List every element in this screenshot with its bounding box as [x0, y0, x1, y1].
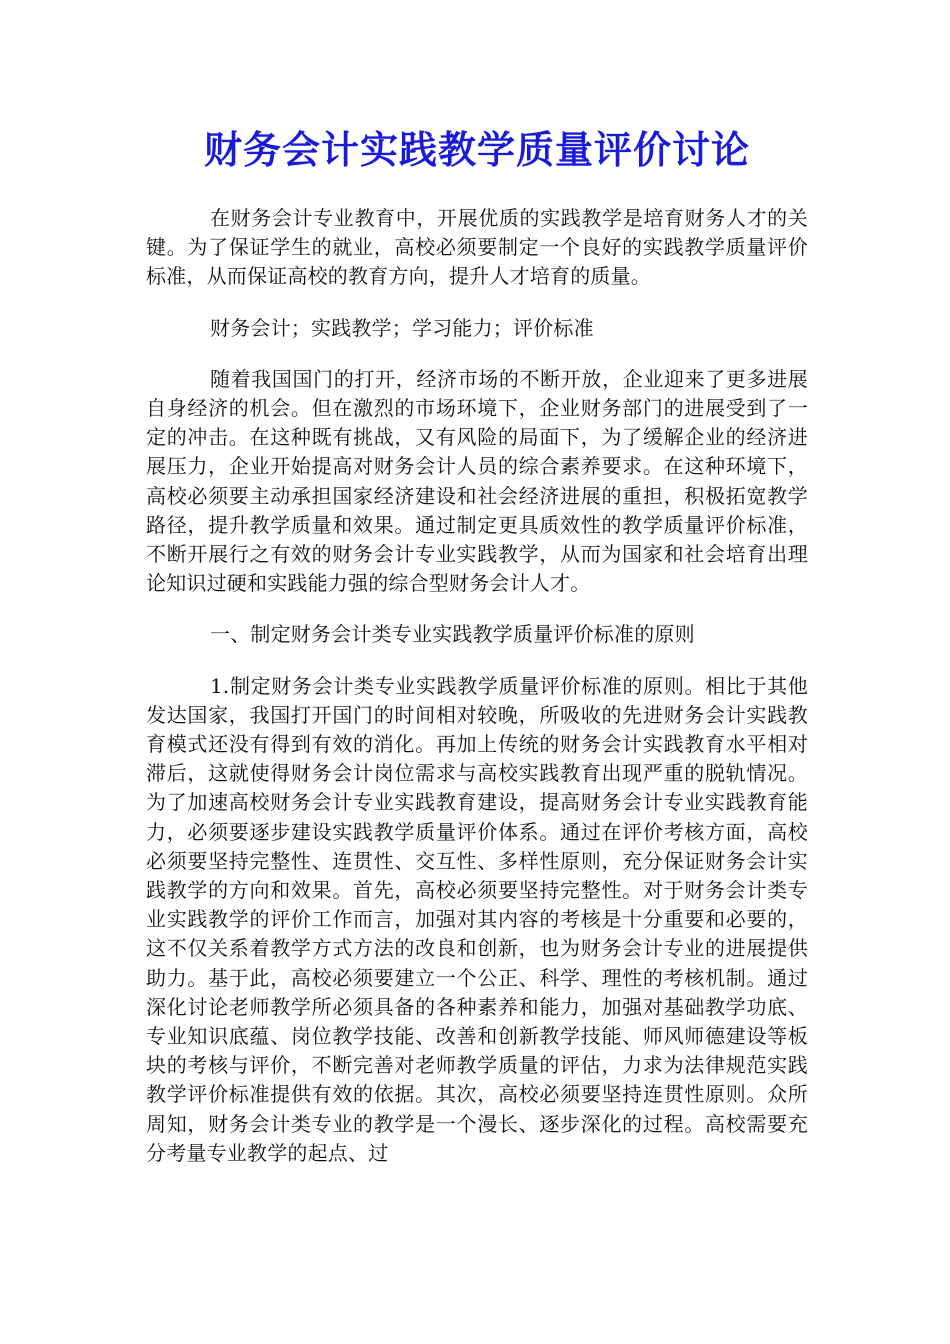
section-heading: 一、制定财务会计类专业实践教学质量评价标准的原则 [210, 622, 695, 647]
section-body-paragraph: 1.制定财务会计类专业实践教学质量评价标准的原则。相比于其他发达国家，我国打开国门的时间相对较晚，所吸收的先进财务会计实践教育模式还没有得到有效的消化。再加上传统的财务会计实践教育水平相对滞后，这就使得财务会计岗位需求与高校实践教育出现严重的脱轨情况。为了加速高校财务会计专业实践教育建设，提高财务会计专业实践教育能力，必须要逐步建设实践教学质量评价体系。通过在评价考核方面，高校必须要坚持完整性、连贯性、交互性、多样性原则，充分保证财务会计实践教学的方向和效果。首先，高校必须要坚持完整性。对于财务会计类专业实践教学的评价工作而言，加强对其内容的考核是十分重要和必要的，这不仅关系着教学方式方法的改良和创新，也为财务会计专业的进展提供助力。基于此，高校必须要建立一个公正、科学、理性的考核机制。通过深化讨论老师教学所必须具备的各种素养和能力，加强对基础教学功底、专业知识底蕴、岗位教学技能、改善和创新教学技能、师风师德建设等板块的考核与评价，不断完善对老师教学质量的评估，力求为法律规范实践教学评价标准提供有效的依据。其次，高校必须要坚持连贯性原则。众所周知，财务会计类专业的教学是一个漫长、逐步深化的过程。高校需要充分考量专业教学的起点、过 [146, 673, 808, 1165]
document-title: 财务会计实践教学质量评价讨论 [203, 128, 750, 172]
document-page [146, 118, 808, 1168]
intro-paragraph: 随着我国国门的打开，经济市场的不断开放，企业迎来了更多进展自身经济的机会。但在激烈的市场环境下，企业财务部门的进展受到了一定的冲击。在这种既有挑战，又有风险的局面下，为了缓解企业的经济进展压力，企业开始提高对财务会计人员的综合素养要求。在这种环境下，高校必须要主动承担国家经济建设和社会经济进展的重担，积极拓宽教学路径，提升教学质量和效果。通过制定更具质效性的教学质量评价标准，不断开展行之有效的财务会计专业实践教学，从而为国家和社会培育出理论知识过硬和实践能力强的综合型财务会计人才。 [146, 366, 808, 596]
keywords-paragraph: 财务会计；实践教学；学习能力；评价标准 [210, 315, 594, 340]
abstract-paragraph: 在财务会计专业教育中，开展优质的实践教学是培育财务人才的关键。为了保证学生的就业，高校必须要制定一个良好的实践教学质量评价标准，从而保证高校的教育方向，提升人才培育的质量。 [146, 206, 808, 289]
